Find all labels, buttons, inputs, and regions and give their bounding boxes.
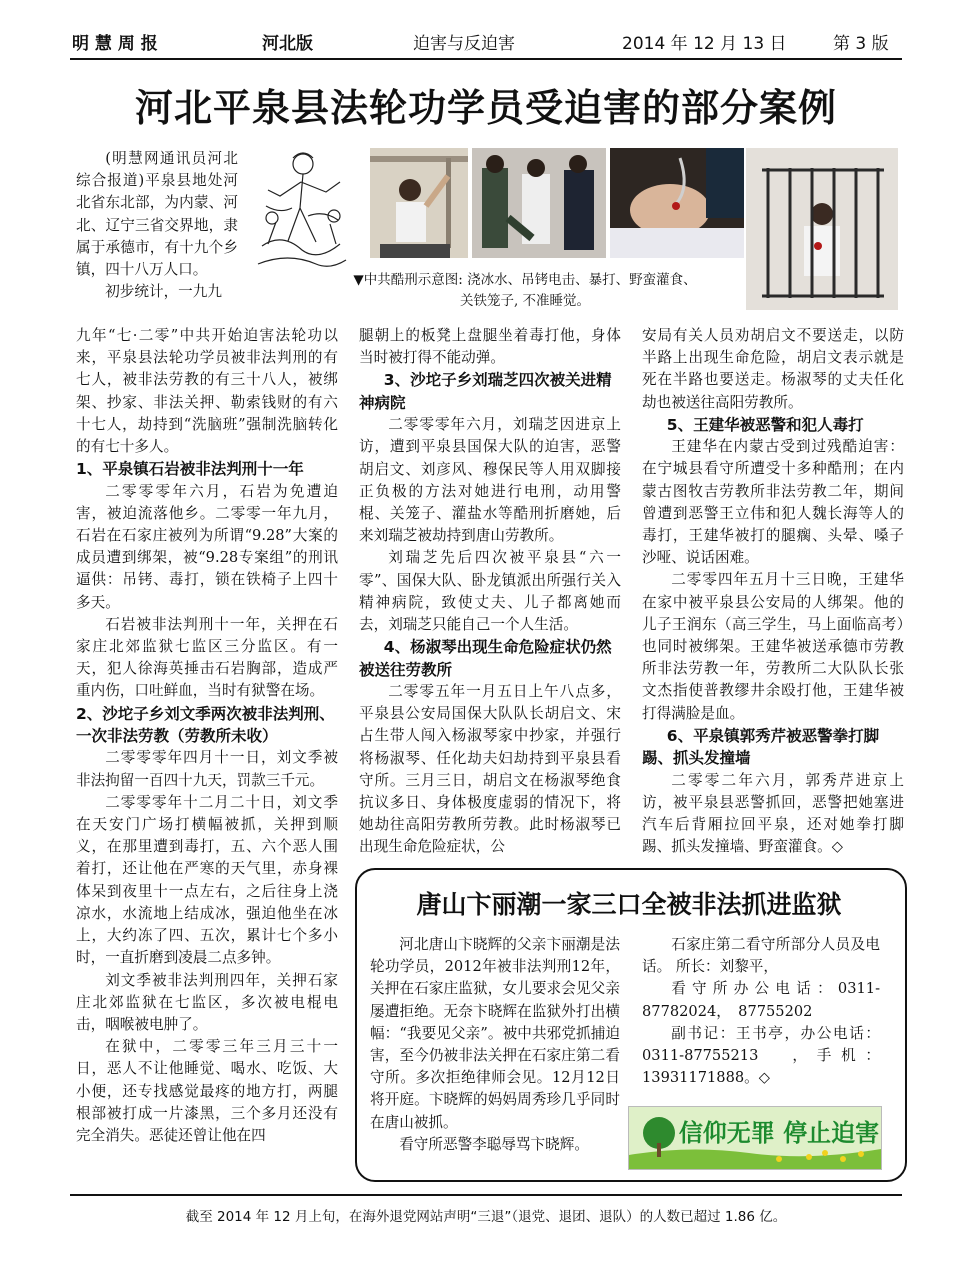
boxed-article-left	[370, 934, 620, 1156]
article-intro	[76, 148, 238, 303]
article-paragraph: 王建华在内蒙古受到过残酷迫害：在宁城县看守所遭受十多种酷刑；在内蒙古图牧吉劳教所非法劳教二年，期间曾遭到恶警王立伟和犯人魏长海等人的毒打，王建华被打的腿瘸、头晕、嗓子沙哑、说话困难。	[642, 438, 904, 567]
section-heading: 2、沙坨子乡刘文季两次被非法判刑、一次非法劳教（劳教所未收）	[76, 704, 335, 746]
article-paragraph: 安局有关人员劝胡启文不要送走，以防半路上出现生命危险，胡启文表示就是死在半路也要送走。杨淑琴的丈夫任化劫也被送往高阳劳教所。	[642, 327, 904, 411]
photo-force-feeding	[610, 148, 744, 258]
article-column-1	[76, 325, 338, 1185]
header-rule	[70, 58, 902, 60]
section-label: 迫害与反迫害	[413, 34, 515, 54]
photo-hanging-torture	[370, 148, 468, 258]
article-column-3	[642, 325, 904, 870]
page-number: 第 3 版	[833, 34, 889, 54]
article-paragraph: 二零零零年六月，刘瑞芝因进京上访，遭到平泉县国保大队的迫害，恶警胡启文、刘彦风、穆保民等人用双脚接正负极的方法对她进行电刑，动用警棍、关笼子、灌盐水等酷刑折磨她，后来刘瑞芝被劫持到唐山劳教所。	[359, 416, 621, 545]
section-heading: 5、王建华被恶警和犯人毒打	[666, 415, 864, 434]
section-heading: 3、沙坨子乡刘瑞芝四次被关进精神病院	[359, 371, 612, 412]
article-paragraph: 刘文季被非法判刑四年，关押石家庄北郊监狱在七监区，多次被电棍电击，咽喉被电肿了。	[76, 971, 338, 1033]
photo-caption: ▼中共酷刑示意图: 浇冰水、吊铐电击、暴打、野蛮灌食、 关铁笼子, 不准睡觉。	[353, 272, 697, 309]
boxed-article-paragraph: 看守所恶警李聪辱骂卞晓辉。	[399, 1135, 589, 1153]
article-paragraph: 在狱中，二零零三年三月三十一日，恶人不让他睡觉、喝水、吃饭、大小便，还专找感觉最疼的地方打，两腿根部被打成一片漆黑，三个多月还没有完全消失。恶徒还曾让他在四	[76, 1038, 338, 1144]
article-paragraph: 二零零零年六月，石岩为免遭迫害，被迫流落他乡。二零零一年九月，石岩在石家庄被列为所谓“9.28”大案的成员遭到绑架，被“9.28专案组”的刑讯逼供：吊铐、毒打，锁在铁椅子上四十多天。	[76, 482, 338, 611]
article-column-2	[359, 325, 621, 870]
torture-sketch-illustration	[248, 146, 356, 276]
article-paragraph: 二零零二年六月，郭秀芹进京上访，被平泉县恶警抓回，恶警把她塞进汽车后背厢拉回平泉，还对她拳打脚踢、抓头发撞墙、野蛮灌食。◇	[642, 771, 904, 856]
boxed-article-title: 唐山卞丽潮一家三口全被非法抓进监狱	[416, 890, 842, 919]
article-paragraph: 二零零四年五月十三日晚，王建华在家中被平泉县公安局的人绑架。他的儿子王润东（高三学生，马上面临高考）也同时被绑架。王建华被送承德市劳教所非法劳教一年，劳教所二大队队长张文杰指使普教缪井余殴打他，王建华被打得满脸是血。	[642, 571, 904, 722]
intro-paragraph: 初步统计，一九九	[105, 283, 222, 301]
photo-beating-scene	[472, 148, 606, 258]
slogan-banner	[628, 1106, 882, 1170]
boxed-article-paragraph: 石家庄第二看守所部分人员及电话。 所长：刘黎平，	[642, 936, 880, 976]
photo-iron-cage	[746, 148, 898, 310]
footer-rule	[70, 1194, 902, 1196]
footer-notice: 截至 2014 年 12 月上旬，在海外退党网站声明“三退”（退党、退团、退队）的人数已超过 1.86 亿。	[185, 1209, 787, 1225]
section-heading: 4、杨淑琴出现生命危险症状仍然被送往劳教所	[359, 638, 612, 679]
section-heading: 6、平泉镇郭秀芹被恶警拳打脚踢、抓头发撞墙	[642, 726, 880, 768]
article-paragraph: 刘瑞芝先后四次被平泉县“六一零”、国保大队、卧龙镇派出所强行关入精神病院，致使丈夫、儿子都离她而去，刘瑞芝只能自己一个人生活。	[359, 549, 621, 634]
boxed-article-paragraph: 河北唐山卞晓辉的父亲卞丽潮是法轮功学员，2012年被非法判刑12年，关押在石家庄监狱，女儿要求会见父亲屡遭拒绝。无奈卞晓辉在监狱外打出横幅：“我要见父亲”。被中共邪党抓捕迫害，至今仍被非法关押在石家庄第二看守所。多次拒绝律师会见。12月12日将开庭。卞晓辉的妈妈周秀珍几乎同时在唐山被抓。	[370, 936, 620, 1131]
boxed-article-right	[642, 934, 880, 1089]
banner-slogan: 信仰无罪 停止迫害	[678, 1119, 880, 1147]
issue-date: 2014 年 12 月 13 日	[622, 34, 787, 54]
article-paragraph: 石岩被非法判刑十一年，关押在石家庄北郊监狱七监区三分监区。有一天，犯人徐海英捶击石岩胸部，造成严重内伤，口吐鲜血，当时有狱警在场。	[76, 615, 338, 700]
edition-label: 河北版	[262, 34, 313, 54]
page-title: 河北平泉县法轮功学员受迫害的部分案例	[134, 85, 837, 130]
intro-paragraph: (明慧网通讯员河北综合报道)平泉县地处河北省东北部，为内蒙、河北、辽宁三省交界地，隶属于承德市，有十九个乡镇，四十八万人口。	[76, 150, 238, 279]
article-paragraph: 九年“七·二零”中共开始迫害法轮功以来，平泉县法轮功学员被非法判刑的有七人，被非法劳教的有三十八人，被绑架、抄家、非法关押、勒索钱财的有六十七人，劫持到“洗脑班”强制洗脑转化的有七十多人。	[76, 327, 338, 456]
article-paragraph: 二零零零年四月十一日，刘文季被非法拘留一百四十九天，罚款三千元。	[76, 749, 338, 789]
boxed-article-paragraph: 副书记：王书亭，办公电话：0311-87755213 ，手机：13931171888。◇	[642, 1024, 880, 1087]
article-paragraph: 腿朝上的板凳上盘腿坐着毒打他，身体当时被打得不能动弹。	[359, 327, 621, 367]
article-paragraph: 二零零零年十二月二十日，刘文季在天安门广场打横幅被抓，关押到顺义，在那里遭到毒打，五、六个恶人围着打，还让他在严寒的天气里，赤身裸体呆到夜里十一点左右，之后往身上浇凉水，水流地上结成冰，强迫他坐在冰上，大约冻了四、五次，累计七个多小时，一直折磨到凌晨二点多钟。	[76, 793, 338, 967]
boxed-article-paragraph: 看守所办公电话：0311-87782024， 87755202	[642, 980, 880, 1020]
section-heading: 1、平泉镇石岩被非法判刑十一年	[76, 460, 304, 479]
article-paragraph: 二零零五年一月五日上午八点多，平泉县公安局国保大队队长胡启文、宋占生带人闯入杨淑琴家中抄家，并强行将杨淑琴、任化劫夫妇劫持到平泉县看守所。三月三日，胡启文在杨淑琴绝食抗议多日、身体极度虚弱的情况下，将她劫往高阳劳教所劳教。此时杨淑琴已出现生命危险症状，公	[359, 683, 621, 856]
paper-name: 明 慧 周 报	[72, 34, 158, 54]
